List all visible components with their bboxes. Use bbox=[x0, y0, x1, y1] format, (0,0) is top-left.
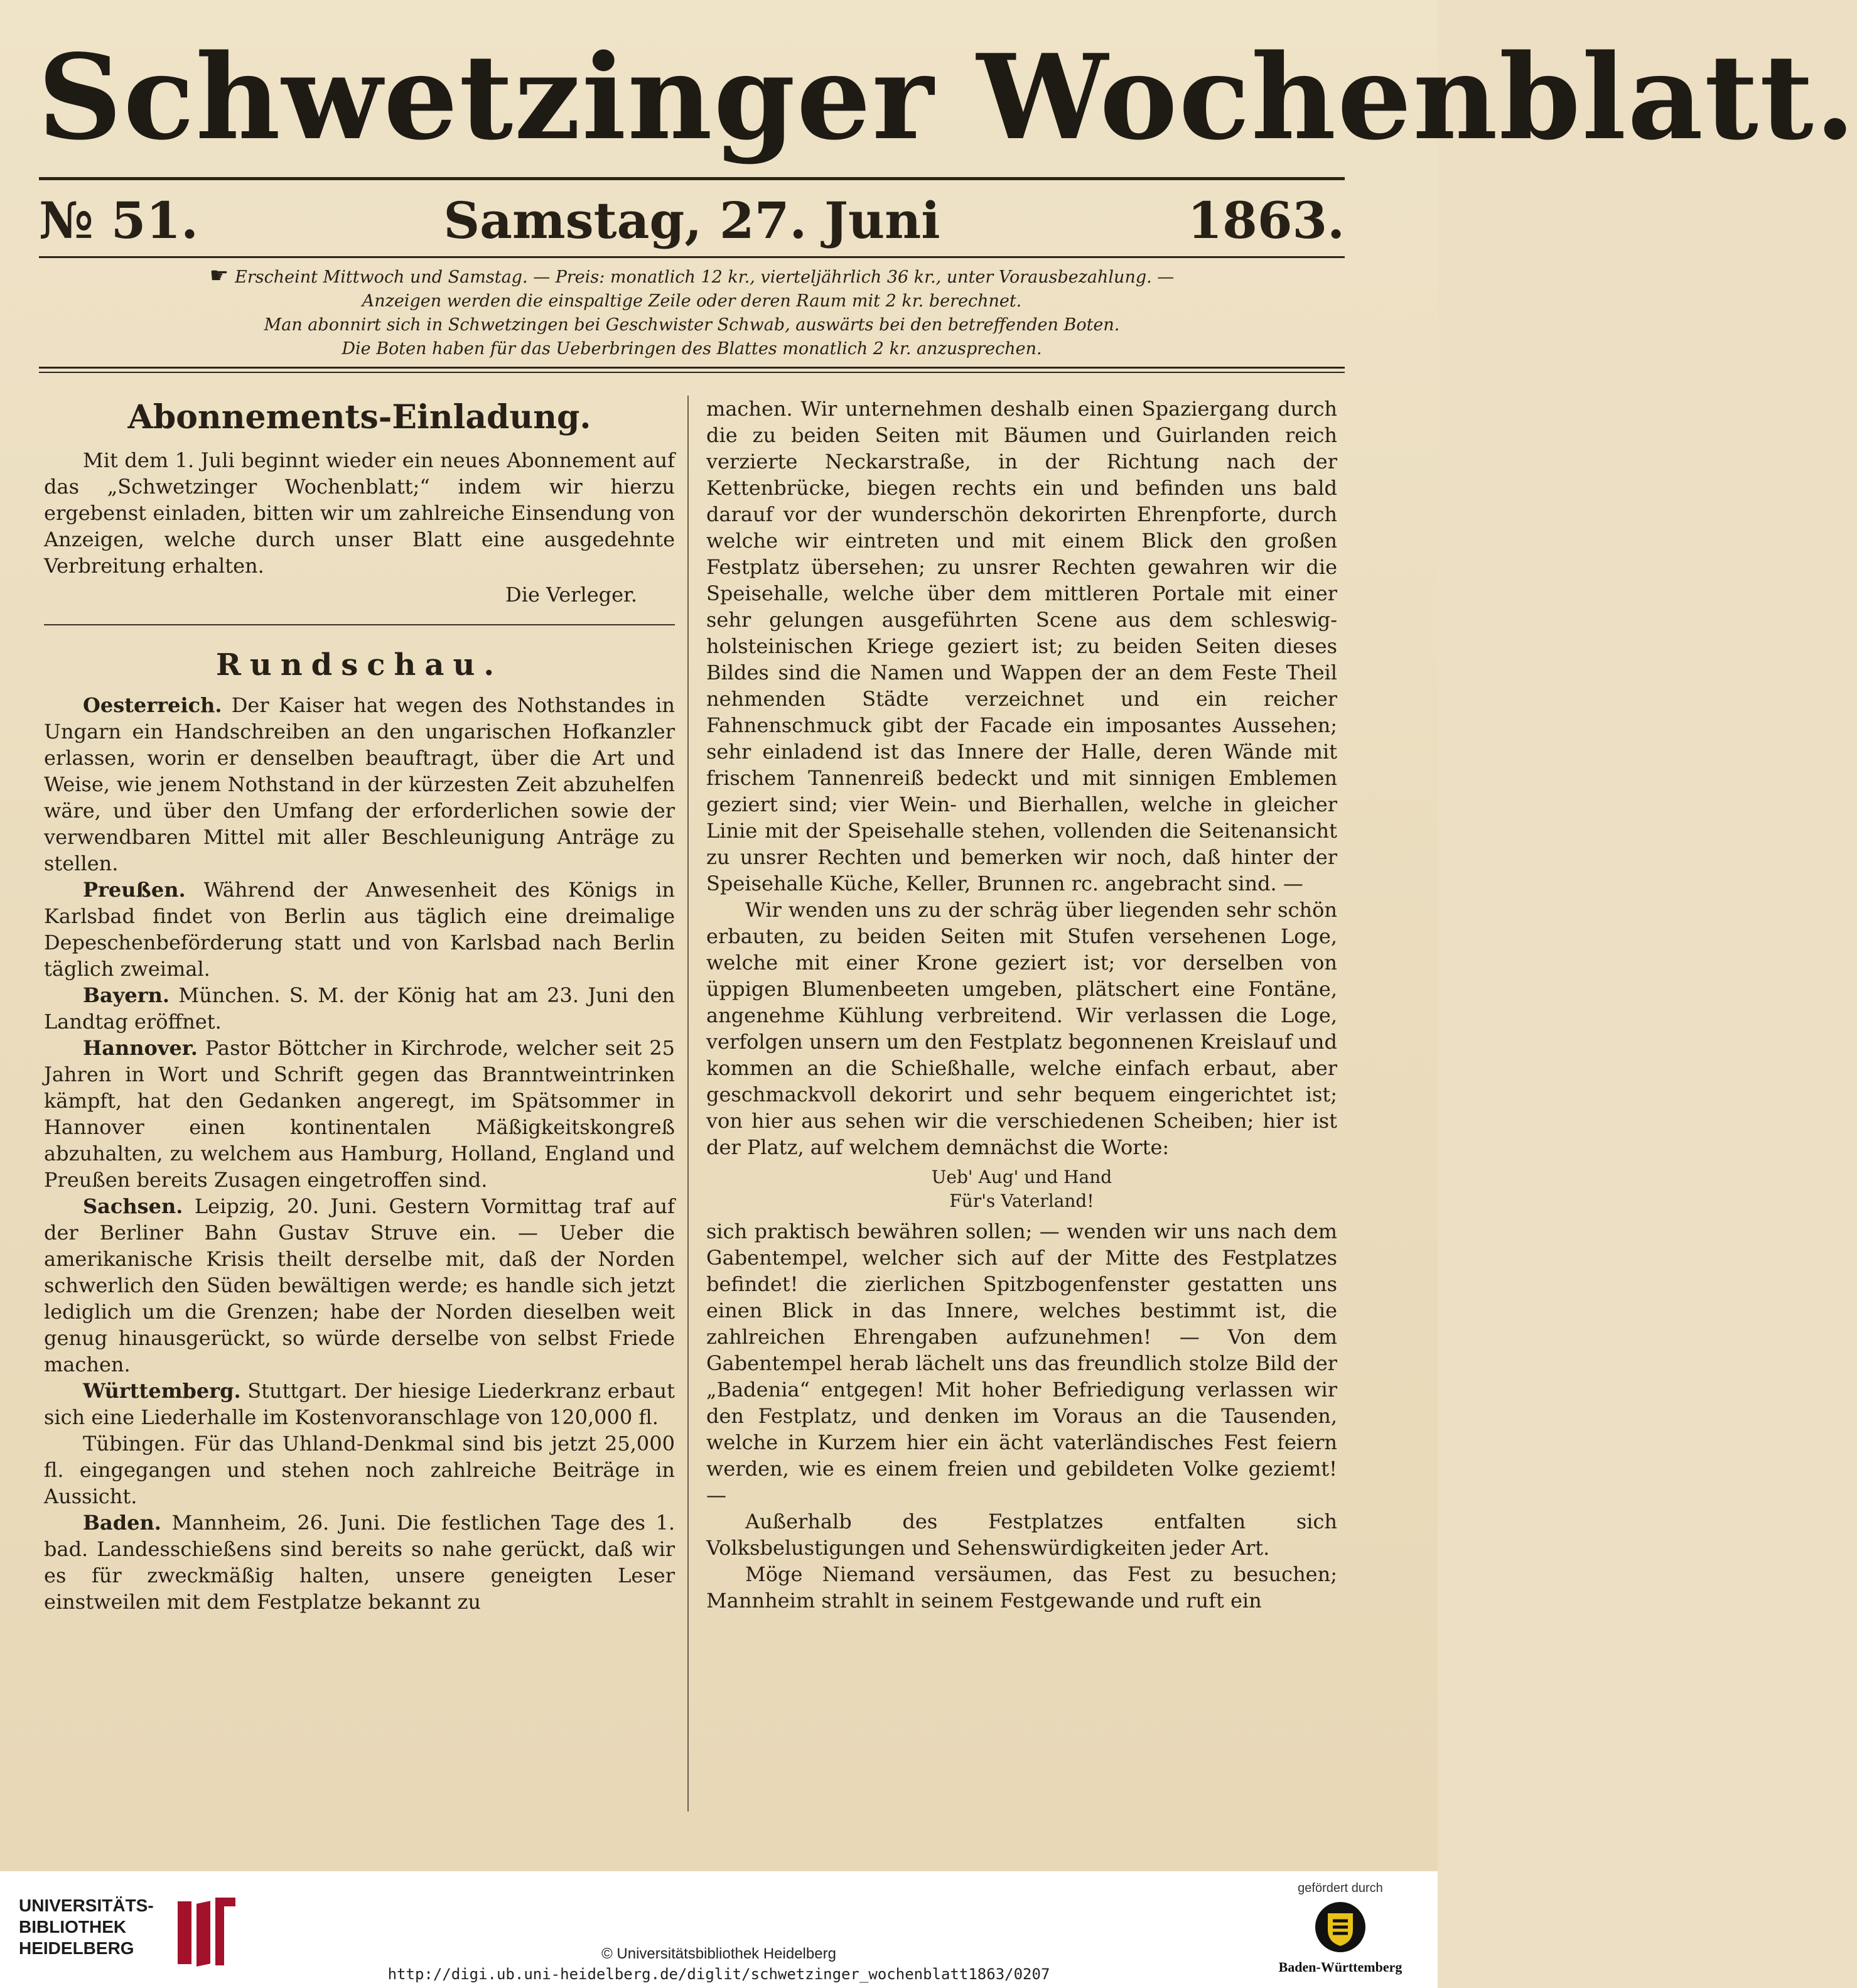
notice-line-2: Anzeigen werden die einspaltige Zeile oder deren Raum mit 2 kr. berechnet. bbox=[362, 291, 1022, 311]
library-name: UNIVERSITÄTS- BIBLIOTHEK HEIDELBERG bbox=[19, 1896, 154, 1958]
notice-line-1: Erscheint Mittwoch und Samstag. — Preis: monatlich 12 kr., vierteljährlich 36 kr., unter Vorausbezahlung. — bbox=[235, 267, 1175, 287]
country-label: Baden. bbox=[83, 1511, 161, 1535]
notice-line-3: Man abonnirt sich in Schwetzingen bei Geschwister Schwab, auswärts bei den betreffenden Boten. bbox=[264, 315, 1120, 335]
publisher-signature: Die Verleger. bbox=[505, 583, 637, 607]
news-item-bavaria: Bayern. München. S. M. der König hat am 23. Juni den Landtag eröffnet. bbox=[44, 983, 675, 1034]
sponsor-state: Baden-Württemberg bbox=[1278, 1959, 1402, 1975]
subscription-invitation-heading: Abonnements-Einladung. bbox=[127, 398, 591, 436]
news-item-saxony: Sachsen. Leipzig, 20. Juni. Gestern Vormittag traf auf der Berliner Bahn Gustav Struve ein. — Ueber die amerikanische Krisis theilt derselbe mit, daß der Norden schwerlich den Süden bewältigen werde; es handle sich jetzt lediglich um die Grenzen; habe der Norden dieselben weit genug hinausgerückt, so würde derselbe von selbst Friede machen. bbox=[44, 1194, 675, 1376]
motto-verse bbox=[706, 1165, 1337, 1213]
pointing-hand-icon: ☛ bbox=[209, 263, 229, 288]
notice-rule-bottom bbox=[39, 372, 1345, 373]
sponsor-logo[interactable] bbox=[1268, 1881, 1413, 1985]
country-label: Württemberg. bbox=[83, 1379, 241, 1403]
subscription-invitation-text: Mit dem 1. Juli beginnt wieder ein neues Abonnement auf das „Schwetzinger Wochenblatt;“ indem wir hierzu ergebenst einladen, bitten wir um zahlreiche Einsendung von Anzeigen, welche durch unser Blatt eine ausgedehnte Verbreitung erhalten. bbox=[44, 448, 675, 578]
dateline bbox=[39, 186, 1345, 255]
viewer-footer bbox=[0, 1871, 1438, 1988]
country-label: Oesterreich. bbox=[83, 693, 222, 717]
country-label: Sachsen. bbox=[83, 1194, 183, 1218]
motto-line-2: Für's Vaterland! bbox=[949, 1191, 1094, 1211]
country-label: Bayern. bbox=[83, 983, 170, 1007]
permalink[interactable]: http://digi.ub.uni-heidelberg.de/diglit/schwetzinger_wochenblatt1863/0207 bbox=[387, 1965, 1050, 1983]
news-item-prussia: Preußen. Während der Anwesenheit des Königs in Karlsbad findet von Berlin aus täglich eine dreimalige Depeschenbeförderung statt und von Karlsbad nach Berlin täglich zweimal. bbox=[44, 878, 675, 981]
country-label: Preußen. bbox=[83, 878, 186, 902]
baden-wuerttemberg-seal-icon bbox=[1314, 1901, 1367, 1953]
festival-paragraph-2: Wir wenden uns zu der schräg über liegenden sehr schön erbauten, zu beiden Seiten mit Stufen versehenen Loge, welche mit einer Krone geziert ist; vor derselben von üppigen Blumenbeeten umgeben, plätschert eine Fontäne, angenehme Kühlung verbreitend. Wir verlassen die Loge, verfolgen unsern um den Festplatz begonnenen Kreislauf und kommen an die Schießhalle, welche einfach erbaut, aber geschmackvoll dekorirt und sehr bequem eingerichtet ist; von hier aus sehen wir die verschiedenen Scheiben; hier ist der Platz, auf welchem demnächst die Worte: bbox=[706, 898, 1337, 1159]
masthead-rule bbox=[39, 177, 1345, 180]
section-separator bbox=[44, 624, 675, 625]
subscription-notice bbox=[39, 264, 1345, 361]
news-item-tuebingen: Tübingen. Für das Uhland-Denkmal sind bis jetzt 25,000 fl. eingegangen und stehen noch zahlreiche Beiträge in Aussicht. bbox=[44, 1432, 675, 1508]
motto-line-1: Ueb' Aug' und Hand bbox=[931, 1167, 1112, 1187]
sponsor-caption: gefördert durch bbox=[1298, 1881, 1383, 1895]
column-right bbox=[706, 396, 1337, 1812]
notice-line-4: Die Boten haben für das Ueberbringen des Blattes monatlich 2 kr. anzusprechen. bbox=[342, 339, 1042, 359]
issue-number: № 51. bbox=[39, 191, 198, 250]
column-left bbox=[44, 396, 675, 1812]
news-item-hanover: Hannover. Pastor Böttcher in Kirchrode, welcher seit 25 Jahren in Wort und Schrift gegen das Branntweintrinken kämpft, hat den Gedanken angeregt, im Spätsommer in Hannover einen kontinentalen Mäßigkeitskongreß abzuhalten, zu welchem aus Hamburg, Holland, England und Preußen bereits Zusagen eingetroffen sind. bbox=[44, 1036, 675, 1192]
festival-paragraph-5: Möge Niemand versäumen, das Fest zu besuchen; Mannheim strahlt in seinem Festgewande und ruft ein bbox=[706, 1562, 1337, 1613]
column-separator bbox=[687, 396, 689, 1812]
issue-year: 1863. bbox=[1187, 191, 1345, 250]
news-item-baden: Baden. Mannheim, 26. Juni. Die festlichen Tage des 1. bad. Landesschießens sind bereits so nahe gerückt, daß wir es für zweckmäßig halten, unsere geneigten Leser einstweilen mit dem Festplatze bekannt zu bbox=[44, 1511, 675, 1614]
news-item-austria: Oesterreich. Der Kaiser hat wegen des Nothstandes in Ungarn ein Handschreiben an den ungarischen Hofkanzler erlassen, worin er denselben beauftragt, über die Art und Weise, wie jenem Nothstand in der kürzesten Zeit abzuhelfen wäre, und über den Umfang der erforderlichen sowie der verwendbaren Mittel mit aller Beschleunigung Anträge zu stellen. bbox=[44, 693, 675, 875]
country-label: Hannover. bbox=[83, 1036, 198, 1060]
notice-rule-top bbox=[39, 367, 1345, 369]
copyright-notice: © Universitätsbibliothek Heidelberg bbox=[601, 1945, 836, 1962]
dateline-rule bbox=[39, 256, 1345, 258]
rundschau-heading: Rundschau. bbox=[215, 647, 503, 683]
festival-paragraph-3: sich praktisch bewähren sollen; — wenden wir uns nach dem Gabentempel, welcher sich auf der Mitte des Festplatzes befindet! die zierlichen Spitzbogenfenster gestatten uns einen Blick in das Innere, welches bestimmt ist, die zahlreichen Ehrengaben aufzunehmen! — Von dem Gabentempel herab lächelt uns das freundlich stolze Bild der „Badenia“ entgegen! Mit hoher Befriedigung verlassen wir den Festplatz, und denken im Voraus an die Tausenden, welche in Kurzem hier ein ächt vaterländisches Fest feiern werden, wie es einem freien und gebildeten Volke geziemt! — bbox=[706, 1219, 1337, 1507]
festival-paragraph-4: Außerhalb des Festplatzes entfalten sich Volksbelustigungen und Sehenswürdigkeiten jeder Art. bbox=[706, 1510, 1337, 1560]
news-item-wuerttemberg: Württemberg. Stuttgart. Der hiesige Liederkranz erbaut sich eine Liederhalle im Kostenvoranschlage von 120,000 fl. bbox=[44, 1379, 675, 1429]
masthead-title: Schwetzinger Wochenblatt. bbox=[38, 28, 1857, 166]
festival-paragraph-1: machen. Wir unternehmen deshalb einen Spaziergang durch die zu beiden Seiten mit Bäumen und Guirlanden reich verzierte Neckarstraße, in der Richtung nach der Kettenbrücke, biegen rechts ein und befinden uns bald darauf vor der wunderschön dekorirten Ehrenpforte, durch welche wir eintreten und mit einem Blick den großen Festplatz übersehen; zu unsrer Rechten gewahren wir die Speisehalle, welche über dem mittleren Portale mit einer sehr gelungen ausgeführten Scene aus dem schleswig-holsteinischen Kriege geziert ist; zu beiden Seiten dieses Bildes sind die Namen und Wappen der an dem Feste Theil nehmenden Städte verzeichnet und ein reicher Fahnenschmuck gibt der Facade ein imposantes Aussehen; sehr einladend ist das Innere der Halle, deren Wände mit frischem Tannenreiß bedeckt und mit sinnigen Emblemen geziert sind; vier Wein- und Bierhallen, welche in gleicher Linie mit der Speisehalle stehen, vollenden die Seitenansicht zu unsrer Rechten und bemerken wir noch, daß hinter der Speisehalle Küche, Keller, Brunnen rc. angebracht sind. — bbox=[706, 397, 1337, 895]
issue-date: Samstag, 27. Juni bbox=[443, 191, 940, 250]
